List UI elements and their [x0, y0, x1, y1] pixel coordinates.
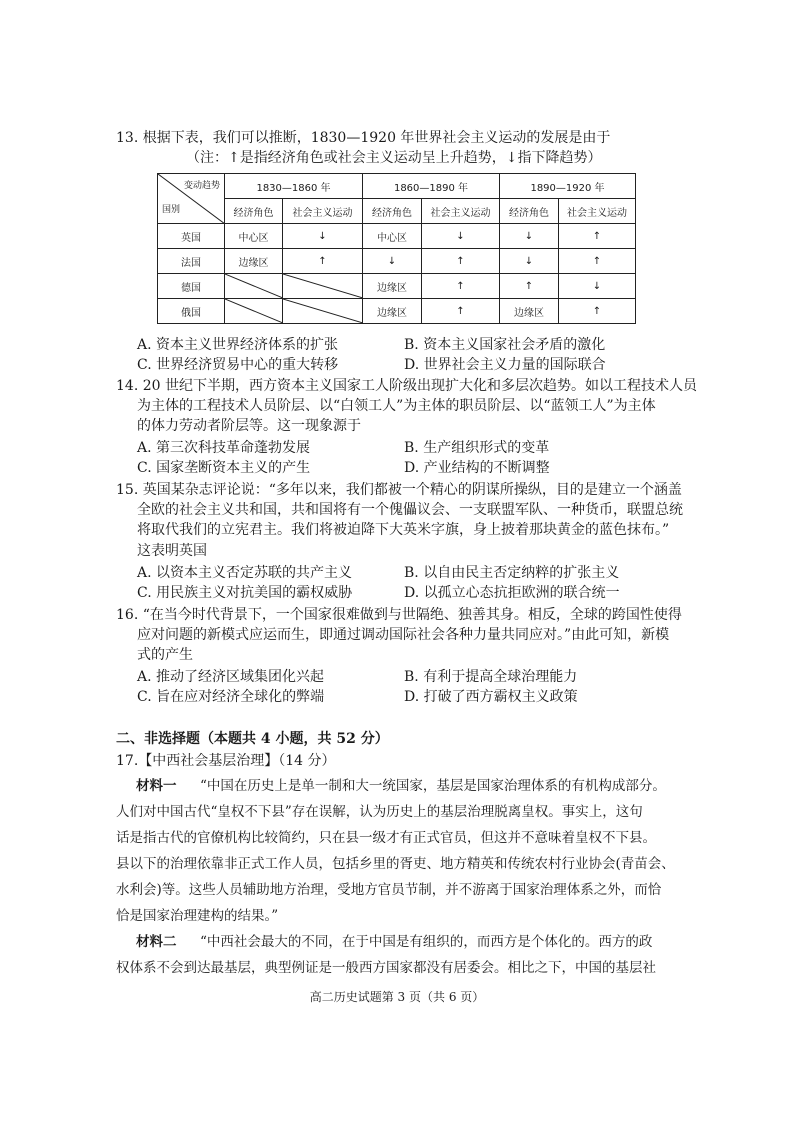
material-1-line: 话是指古代的官僚机构比较简约，只在县一级才有正式官员，但这并不意味着皇权不下县。	[116, 830, 656, 846]
sub-header-soc: 社会主义运动	[422, 199, 500, 224]
sub-header-soc: 社会主义运动	[559, 199, 636, 224]
option-14-d[interactable]: D. 产业结构的不断调整	[404, 460, 550, 476]
material-2-line: 权体系不会到达最基层，典型例证是一般西方国家都没有居委会。相比之下，中国的基层社	[116, 960, 656, 976]
material-1-line: 县以下的治理依靠非正式工作人员，包括乡里的胥吏、地方精英和传统农村行业协会(青苗会、	[116, 856, 675, 872]
table-cell: ↓	[283, 224, 363, 249]
period-header: 1860—1890 年	[363, 174, 500, 199]
question-13-note: （注：↑是指经济角色或社会主义运动呈上升趋势，↓指下降趋势）	[186, 150, 602, 166]
table-cell: ↓	[500, 249, 559, 274]
country-cell: 俄国	[158, 299, 225, 324]
table-cell: ↑	[559, 249, 636, 274]
question-15-line: 15. 英国某杂志评论说：“多年以来，我们都被一个精心的阴谋所操纵，目的是建立一个涵盖	[116, 482, 682, 498]
table-row	[158, 274, 636, 299]
question-13-table	[157, 173, 636, 324]
table-cell: ↑	[422, 274, 500, 299]
option-13-d[interactable]: D. 世界社会主义力量的国际联合	[404, 357, 606, 373]
material-2-label: 材料二	[136, 934, 177, 950]
table-cell: ↑	[422, 299, 500, 324]
cell-diagonal-line	[225, 299, 283, 323]
empty-diagonal-cell	[283, 299, 363, 324]
question-15-line: 将取代我们的立宪君主。我们将被迫降下大英米字旗，身上披着那块黄金的蓝色抹布。”	[137, 522, 670, 538]
table-cell: 中心区	[225, 224, 283, 249]
corner-bottom-label: 国别	[162, 205, 181, 215]
table-cell: ↓	[559, 274, 636, 299]
table-cell: 边缘区	[363, 274, 422, 299]
option-15-a[interactable]: A. 以资本主义否定苏联的共产主义	[137, 565, 353, 581]
table-row	[158, 249, 636, 274]
table-row	[158, 224, 636, 249]
question-16-line: 式的产生	[137, 647, 193, 663]
table-cell: 中心区	[363, 224, 422, 249]
table-cell: ↓	[422, 224, 500, 249]
table-corner-header	[158, 174, 225, 224]
material-1-line: 水利会)等。这些人员辅助地方治理，受地方官员节制，并不游离于国家治理体系之外，而恰	[116, 882, 662, 898]
question-14-line: 的体力劳动者阶层等。这一现象源于	[137, 418, 361, 434]
question-15-line: 这表明英国	[137, 543, 207, 559]
table-cell: 边缘区	[225, 249, 283, 274]
sub-header-econ: 经济角色	[500, 199, 559, 224]
cell-diagonal-line	[283, 299, 363, 323]
material-1-line: 人们对中国古代“皇权不下县”存在误解，认为历史上的基层治理脱离皇权。事实上，这句	[116, 804, 643, 820]
question-15-line: 全欧的社会主义共和国，共和国将有一个傀儡议会、一支联盟军队、一种货币，联盟总统	[137, 502, 683, 518]
table-cell: ↑	[422, 249, 500, 274]
table-cell: ↑	[500, 274, 559, 299]
period-header: 1890—1920 年	[500, 174, 636, 199]
option-16-b[interactable]: B. 有利于提高全球治理能力	[404, 669, 578, 685]
material-1-line: “中国在历史上是单一制和大一统国家，基层是国家治理体系的有机构成部分。	[200, 778, 666, 794]
option-15-d[interactable]: D. 以孤立心态抗拒欧洲的联合统一	[404, 585, 620, 601]
table-cell: 边缘区	[363, 299, 422, 324]
period-header: 1830—1860 年	[225, 174, 363, 199]
table-cell: ↑	[283, 249, 363, 274]
question-13-stem: 13. 根据下表，我们可以推断，1830—1920 年世界社会主义运动的发展是由于	[116, 130, 611, 146]
corner-top-label: 变动趋势	[183, 181, 220, 191]
option-16-d[interactable]: D. 打破了西方霸权主义政策	[404, 689, 578, 705]
country-cell: 德国	[158, 274, 225, 299]
option-16-c[interactable]: C. 旨在应对经济全球化的弊端	[137, 689, 325, 705]
empty-diagonal-cell	[225, 274, 283, 299]
question-17-title: 17.【中西社会基层治理】（14 分）	[116, 753, 336, 769]
option-13-a[interactable]: A. 资本主义世界经济体系的扩张	[137, 337, 339, 353]
question-14-line: 14. 20 世纪下半期，西方资本主义国家工人阶级出现扩大化和多层次趋势。如以工程技术人员	[116, 378, 697, 394]
country-cell: 英国	[158, 224, 225, 249]
question-16-line: 应对问题的新模式应运而生，即通过调动国际社会各种力量共同应对。”由此可知，新模	[137, 627, 670, 643]
sub-header-econ: 经济角色	[363, 199, 422, 224]
question-16-line: 16. “在当今时代背景下，一个国家很难做到与世隔绝、独善其身。相反，全球的跨国性使得	[116, 607, 682, 623]
table-cell: ↑	[559, 224, 636, 249]
country-cell: 法国	[158, 249, 225, 274]
table-cell: 边缘区	[500, 299, 559, 324]
sub-header-econ: 经济角色	[225, 199, 283, 224]
option-16-a[interactable]: A. 推动了经济区域集团化兴起	[137, 669, 325, 685]
table-row	[158, 299, 636, 324]
table-cell: ↑	[559, 299, 636, 324]
cell-diagonal-line	[283, 274, 363, 298]
cell-diagonal-line	[225, 274, 283, 298]
page-footer: 高二历史试题第 3 页（共 6 页）	[309, 990, 485, 1004]
option-13-c[interactable]: C. 世界经济贸易中心的重大转移	[137, 357, 339, 373]
section-2-heading: 二、非选择题（本题共 4 小题，共 52 分）	[116, 731, 389, 747]
material-1-line: 恰是国家治理建构的结果。”	[116, 908, 279, 924]
option-14-a[interactable]: A. 第三次科技革命蓬勃发展	[137, 440, 311, 456]
empty-diagonal-cell	[225, 299, 283, 324]
table-cell: ↓	[500, 224, 559, 249]
option-13-b[interactable]: B. 资本主义国家社会矛盾的激化	[404, 337, 606, 353]
option-14-c[interactable]: C. 国家垄断资本主义的产生	[137, 460, 311, 476]
material-2-line: “中西社会最大的不同，在于中国是有组织的，而西方是个体化的。西方的政	[200, 934, 653, 950]
table-cell: ↓	[363, 249, 422, 274]
option-14-b[interactable]: B. 生产组织形式的变革	[404, 440, 550, 456]
question-14-line: 为主体的工程技术人员阶层、以“白领工人”为主体的职员阶层、以“蓝领工人”为主体	[137, 398, 656, 414]
option-15-c[interactable]: C. 用民族主义对抗美国的霸权威胁	[137, 585, 353, 601]
option-15-b[interactable]: B. 以自由民主否定纳粹的扩张主义	[404, 565, 620, 581]
empty-diagonal-cell	[283, 274, 363, 299]
material-1-label: 材料一	[136, 778, 177, 794]
sub-header-soc: 社会主义运动	[283, 199, 363, 224]
